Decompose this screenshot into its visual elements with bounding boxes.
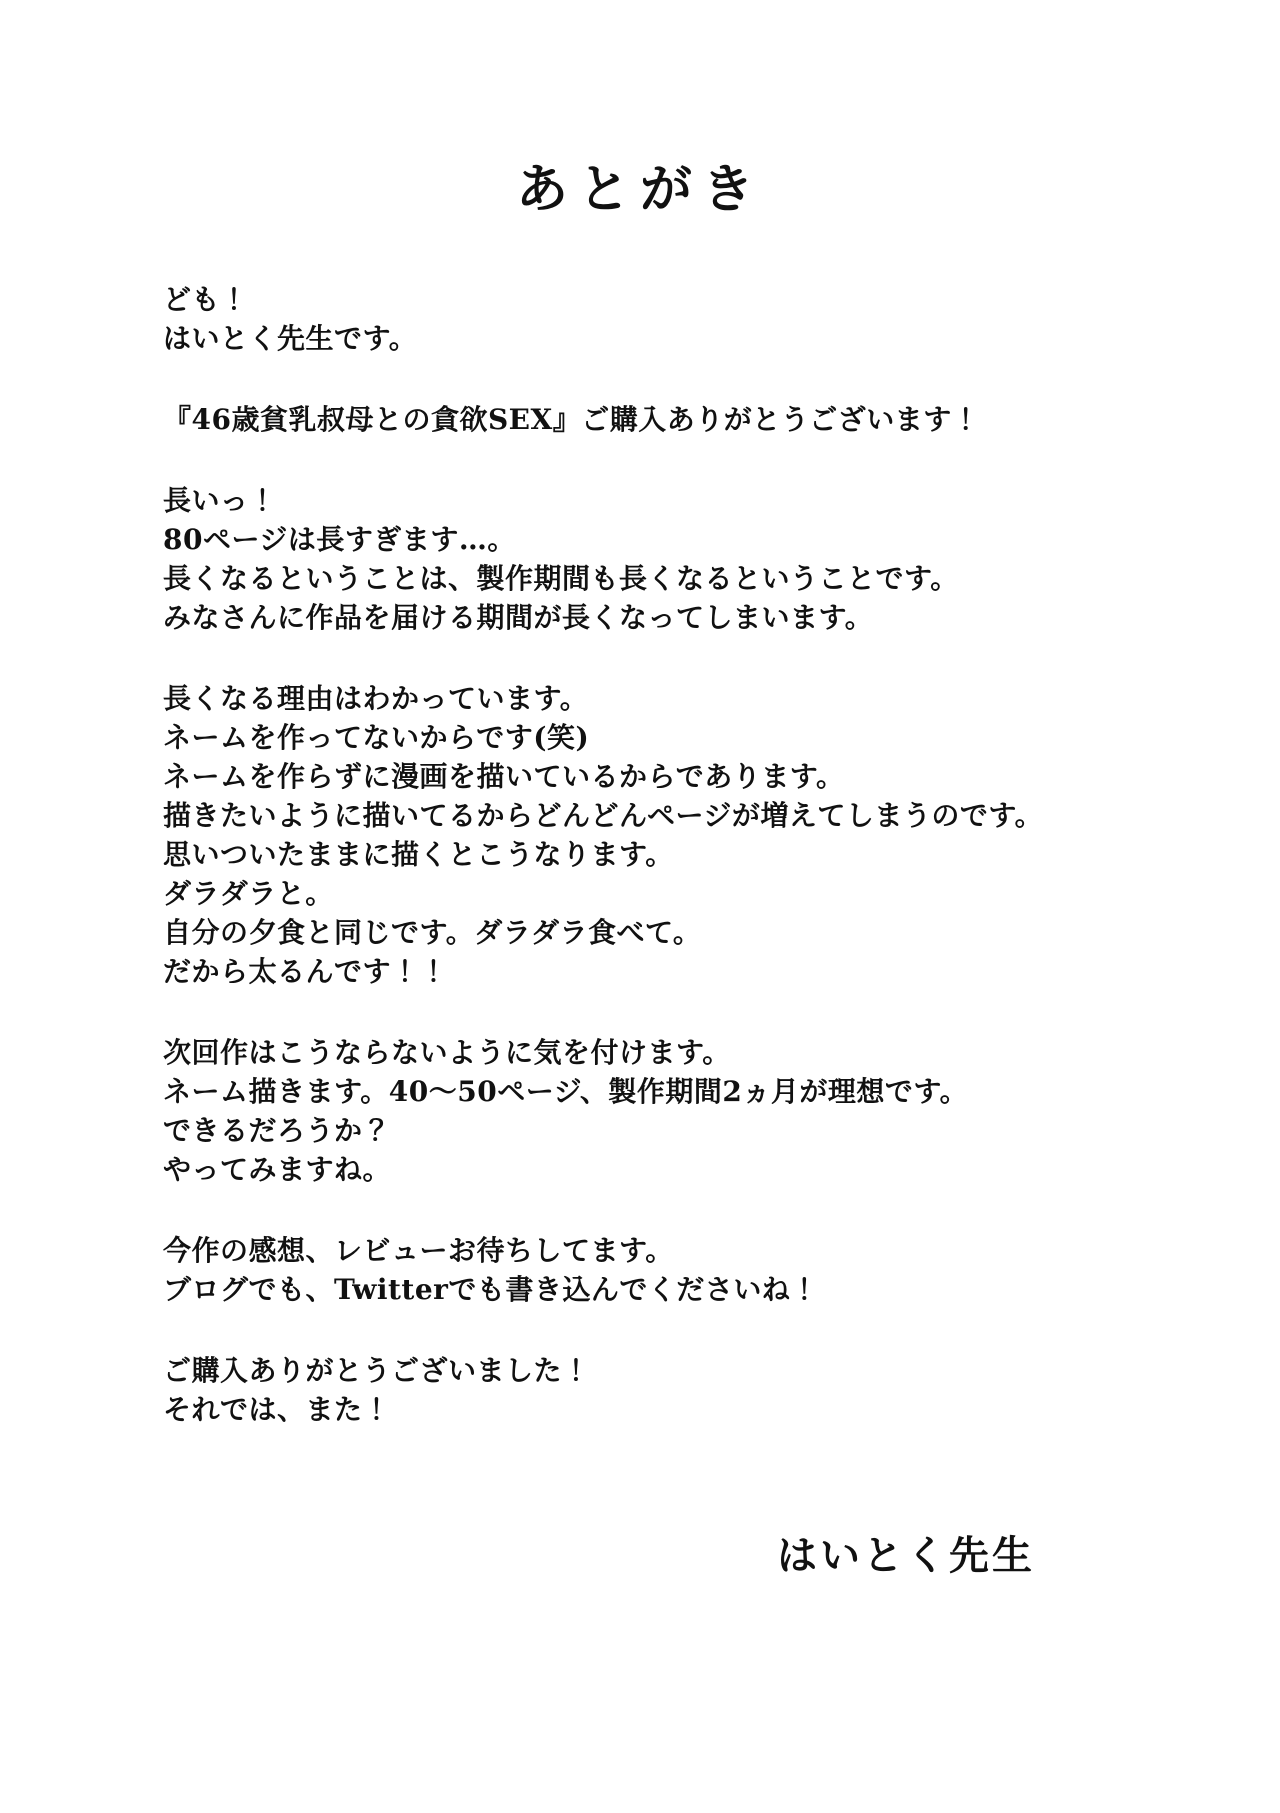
paragraph-reason — [163, 679, 1190, 991]
text-line: 今作の感想、レビューお待ちしてます。 — [163, 1234, 674, 1267]
text-line: 次回作はこうならないように気を付けます。 — [163, 1036, 731, 1069]
text-line: 長いっ！ — [163, 484, 278, 517]
text-line: ブログでも、Twitterでも書き込んでくださいね！ — [163, 1273, 819, 1306]
text-line: 思いついたままに描くとこうなります。 — [163, 838, 674, 871]
text-line: ご購入ありがとうございました！ — [163, 1354, 591, 1387]
text-line: だから太るんです！！ — [163, 955, 449, 988]
text-line: できるだろうか？ — [163, 1114, 392, 1147]
paragraph-feedback — [163, 1231, 1190, 1309]
text-line: ども！ — [163, 283, 249, 316]
afterword-body — [163, 280, 1190, 1429]
text-line: みなさんに作品を届ける期間が長くなってしまいます。 — [163, 601, 874, 634]
text-line: 自分の夕食と同じです。ダラダラ食べて。 — [163, 916, 702, 949]
text-line: それでは、また！ — [163, 1393, 392, 1426]
text-line: ネームを作ってないからです(笑) — [163, 721, 590, 754]
text-line: 長くなるということは、製作期間も長くなるということです。 — [163, 562, 959, 595]
author-signature: はいとく先生 — [777, 1533, 1035, 1579]
paragraph-too-long — [163, 481, 1190, 637]
paragraph-next-work — [163, 1033, 1190, 1189]
text-line: ダラダラと。 — [163, 877, 334, 910]
text-line: 描きたいように描いてるからどんどんページが増えてしまうのです。 — [163, 799, 1044, 832]
text-line: 80ページは長すぎます…。 — [163, 523, 516, 556]
text-line: やってみますね。 — [163, 1153, 392, 1186]
text-line: はいとく先生です。 — [163, 322, 418, 355]
paragraph-farewell — [163, 1351, 1190, 1429]
paragraph-thanks — [163, 400, 1190, 439]
text-line: ネームを作らずに漫画を描いているからであります。 — [163, 760, 845, 793]
text-line: ネーム描きます。40〜50ページ、製作期間2ヵ月が理想です。 — [163, 1075, 969, 1108]
text-line: 長くなる理由はわかっています。 — [163, 682, 589, 715]
paragraph-greeting — [163, 280, 1190, 358]
text-line: 『46歳貧乳叔母との貪欲SEX』ご購入ありがとうございます！ — [163, 403, 981, 436]
page-title: あとがき — [515, 159, 764, 220]
